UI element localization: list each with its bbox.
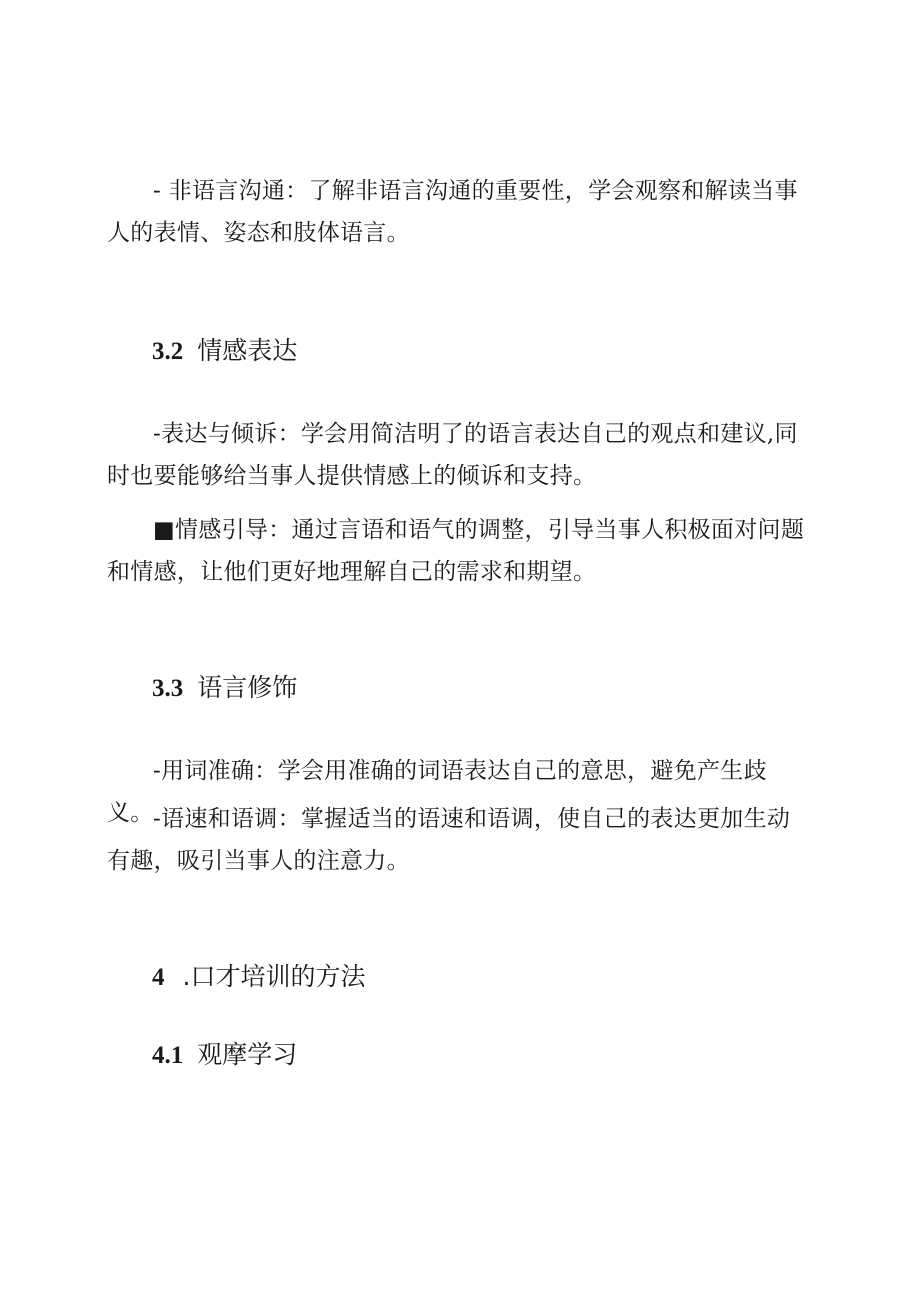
paragraph-emotion-guidance: ■情感引导：通过言语和语气的调整，引导当事人积极面对问题和情感，让他们更好地理解自己的需求和期望。 [107, 517, 805, 585]
heading-4 [152, 960, 365, 995]
heading-4-1 [152, 1038, 297, 1073]
paragraph-word-accuracy: -用词准确：学会用准确的词语表达自己的意思，避免产生歧义。 [107, 758, 767, 826]
heading-3-2-title: 情感表达 [197, 336, 298, 365]
heading-4-1-title: 观摩学习 [197, 1040, 298, 1069]
heading-4-number: 4 [152, 964, 165, 991]
paragraph-nonverbal-communication: - 非语言沟通：了解非语言沟通的重要性，学会观察和解读当事人的表情、姿态和肢体语言。 [107, 178, 798, 246]
heading-4-1-number: 4.1 [152, 1042, 184, 1069]
paragraph-expression-listening: -表达与倾诉：学会用简洁明了的语言表达自己的观点和建议,同时也要能够给当事人提供情感上的倾诉和支持。 [107, 421, 798, 489]
heading-3-3-number: 3.3 [152, 675, 184, 702]
heading-3-2 [152, 334, 297, 369]
heading-3-3 [152, 671, 297, 706]
heading-3-2-number: 3.2 [152, 338, 184, 365]
heading-4-title: .口才培训的方法 [182, 962, 366, 991]
heading-3-3-title: 语言修饰 [197, 673, 298, 702]
paragraph-speed-tone: -语速和语调：掌握适当的语速和语调，使自己的表达更加生动有趣，吸引当事人的注意力。 [107, 806, 791, 874]
